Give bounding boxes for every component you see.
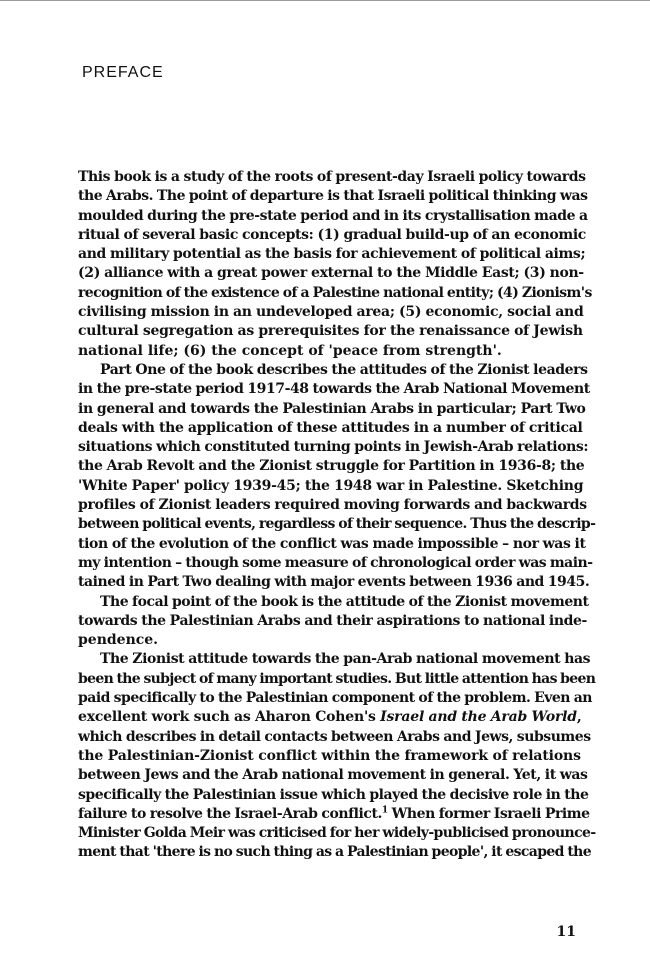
paragraph-1 [78, 168, 592, 361]
text-line: deals with the application of these attitudes in a number of critical [78, 419, 583, 436]
text-line: The focal point of the book is the attitude of the Zionist movement [100, 593, 589, 610]
text-line: This book is a study of the roots of present-day Israeli policy towards [78, 169, 586, 185]
text-line: and military potential as the basis for achievement of political aims; [78, 246, 586, 263]
text-line: tion of the evolution of the conflict was made impossible – nor was it [78, 535, 586, 552]
text-fragment: failure to resolve the Israel-Arab conflict. [78, 805, 382, 822]
text-line: profiles of Zionist leaders required moving forwards and backwards [78, 497, 587, 514]
text-line: in the pre-state period 1917-48 towards the Arab National Movement [78, 381, 590, 398]
top-border-rule [0, 0, 650, 1]
page-number: 11 [556, 924, 576, 940]
text-line: the Palestinian-Zionist conflict within the framework of relations [78, 747, 581, 764]
paragraph-4 [78, 650, 596, 862]
text-line: Minister Golda Meir was criticised for her widely-publicised pronounce- [78, 825, 596, 842]
text-line: cultural segregation as prerequisites for the renaissance of Jewish [78, 323, 583, 340]
text-line: the Arabs. The point of departure is that Israeli political thinking was [78, 188, 588, 205]
book-title: Israel and the Arab World [380, 709, 577, 726]
preface-body [78, 168, 596, 863]
text-line: been the subject of many important studies. But little attention has been [78, 670, 596, 687]
page-heading: PREFACE [82, 64, 164, 81]
text-line: ritual of several basic concepts: (1) gradual build-up of an economic [78, 226, 586, 243]
text-fragment: When former Israeli Prime [387, 805, 590, 822]
text-line: moulded during the pre-state period and in its crystallisation made a [78, 207, 588, 224]
text-line: 'White Paper' policy 1939-45; the 1948 war in Palestine. Sketching [78, 477, 584, 494]
text-line: pendence. [78, 632, 159, 649]
footnote-marker: 1 [381, 805, 388, 816]
text-line: ment that 'there is no such thing as a Palestinian people', it escaped the [78, 844, 592, 861]
text-line: Part One of the book describes the attitudes of the Zionist leaders [100, 361, 588, 378]
text-line: my intention – though some measure of chronological order was main- [78, 554, 593, 571]
text-line: civilising mission in an undeveloped area; (5) economic, social and [78, 304, 584, 321]
text-line: between political events, regardless of their sequence. Thus the descrip- [78, 516, 596, 533]
text-line: recognition of the existence of a Palestine national entity; (4) Zionism's [78, 284, 592, 301]
paragraph-2 [78, 361, 596, 593]
text-line-with-title [78, 708, 582, 727]
paragraph-3 [78, 593, 589, 651]
text-fragment: , [576, 709, 582, 726]
text-line-with-footnote [78, 805, 590, 824]
text-line: paid specifically to the Palestinian component of the problem. Even an [78, 690, 592, 707]
text-line: national life; (6) the concept of 'peace from strength'. [78, 342, 502, 359]
text-line: specifically the Palestinian issue which played the decisive role in the [78, 786, 589, 803]
text-line: between Jews and the Arab national movement in general. Yet, it was [78, 767, 588, 784]
text-line: (2) alliance with a great power external to the Middle East; (3) non- [78, 265, 584, 282]
text-line: in general and towards the Palestinian Arabs in particular; Part Two [78, 400, 586, 417]
text-line: tained in Part Two dealing with major events between 1936 and 1945. [78, 574, 590, 591]
text-fragment: excellent work such as Aharon Cohen's [78, 709, 381, 726]
text-line: towards the Palestinian Arabs and their aspirations to national inde- [78, 612, 587, 629]
text-line: the Arab Revolt and the Zionist struggle for Partition in 1936-8; the [78, 458, 585, 475]
text-line: The Zionist attitude towards the pan-Arab national movement has [100, 651, 591, 668]
text-line: which describes in detail contacts between Arabs and Jews, subsumes [78, 728, 591, 745]
text-line: situations which constituted turning points in Jewish-Arab relations: [78, 439, 589, 456]
